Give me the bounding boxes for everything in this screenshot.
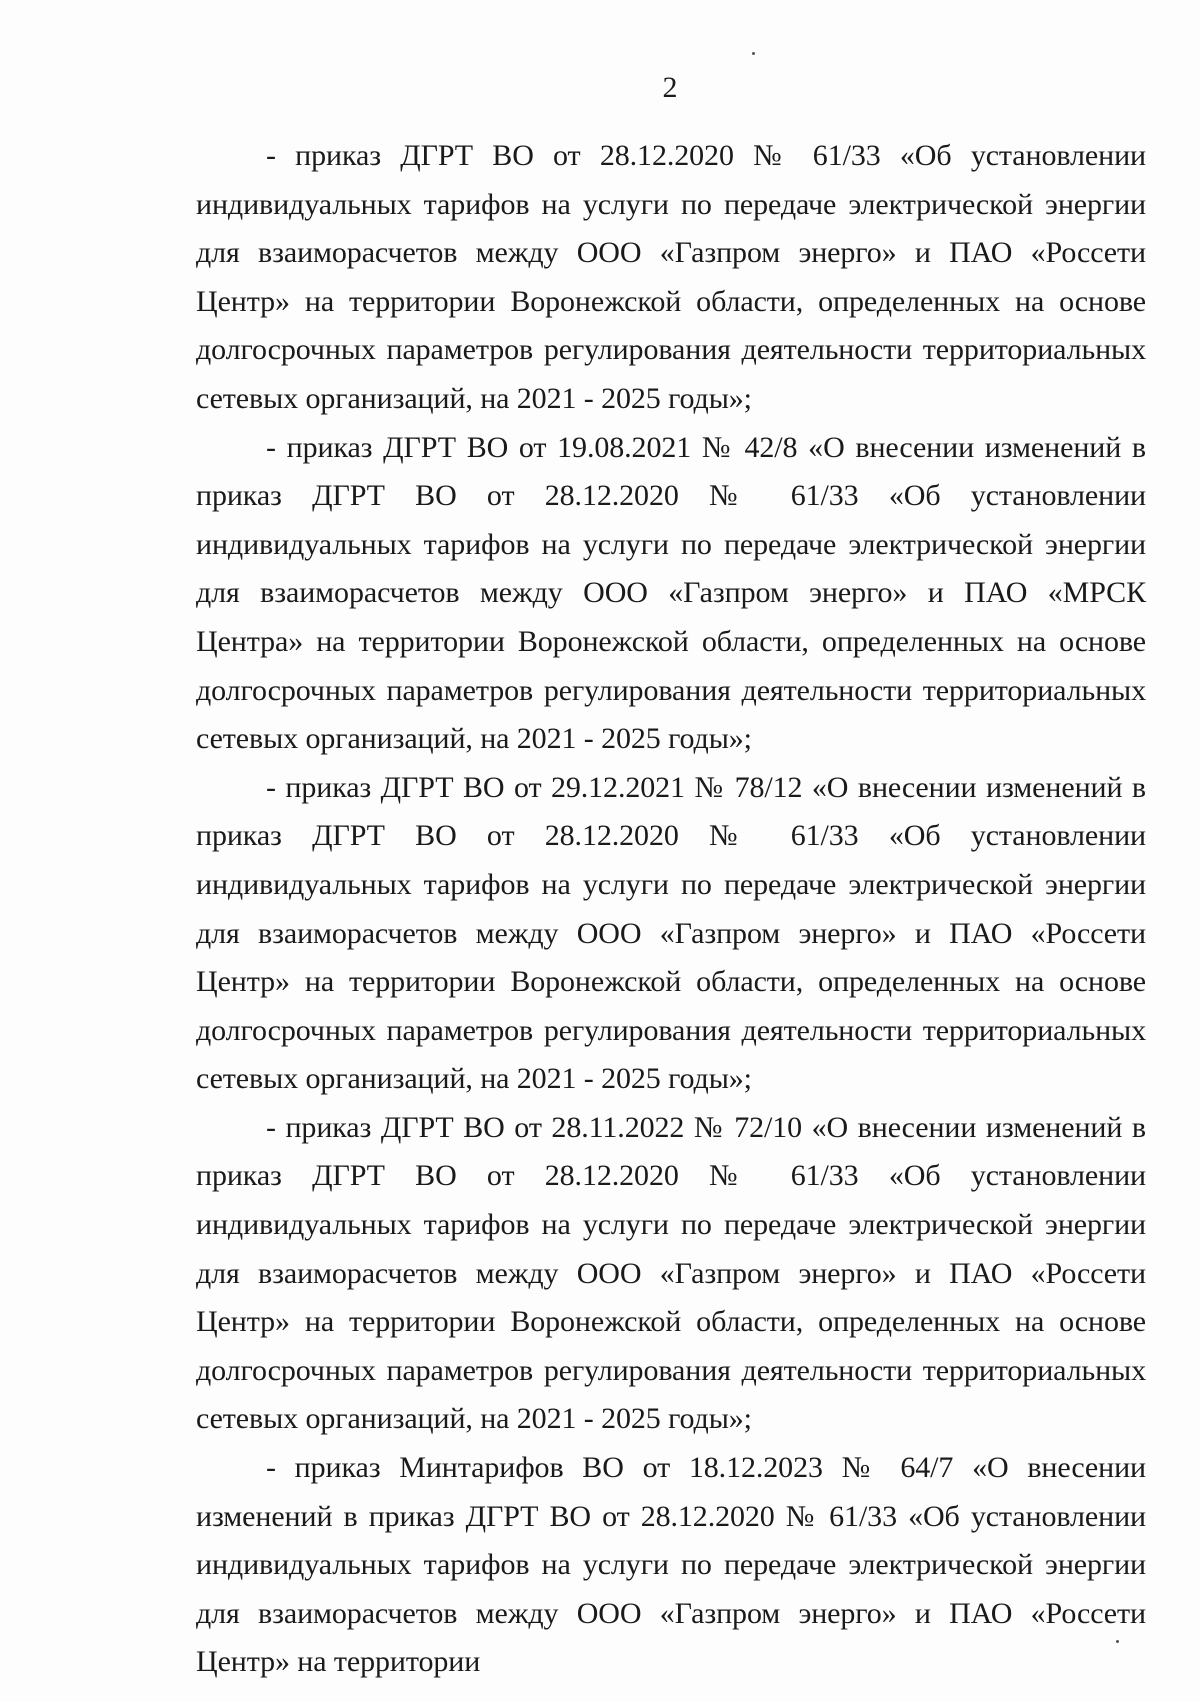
order-list-item: - приказ ДГРТ ВО от 28.12.2020 № 61/33 «Об установлении индивидуальных тарифов на услуги по передаче электрической энергии для взаиморасчетов между ООО «Газпром энерго» и ПАО «Россети Центр» на территории Воронежской области, определенных на основе долгосрочных параметров регулирования деятельности территориальных сетевых организаций, на 2021 - 2025 годы»; <box>196 139 1146 415</box>
order-list-item: - приказ ДГРТ ВО от 29.12.2021 № 78/12 «О внесении изменений в приказ ДГРТ ВО от 28.12.2020 № 61/33 «Об установлении индивидуальных тарифов на услуги по передаче электрической энергии для взаиморасчетов между ООО «Газпром энерго» и ПАО «Россети Центр» на территории Воронежской области, определенных на основе долгосрочных параметров регулирования деятельности территориальных сетевых организаций, на 2021 - 2025 годы»; <box>196 770 1146 1096</box>
scan-artifact-dot <box>752 52 755 55</box>
page-number: 2 <box>662 71 678 104</box>
scan-artifact-dot <box>1116 1640 1119 1643</box>
document-body <box>196 132 1146 1687</box>
order-list-item: - приказ ДГРТ ВО от 19.08.2021 № 42/8 «О внесении изменений в приказ ДГРТ ВО от 28.12.2020 № 61/33 «Об установлении индивидуальных тарифов на услуги по передаче электрической энергии для взаиморасчетов между ООО «Газпром энерго» и ПАО «МРСК Центра» на территории Воронежской области, определенных на основе долгосрочных параметров регулирования деятельности территориальных сетевых организаций, на 2021 - 2025 годы»; <box>196 430 1146 756</box>
order-list-item: - приказ Минтарифов ВО от 18.12.2023 № 64/7 «О внесении изменений в приказ ДГРТ ВО от 28.12.2020 № 61/33 «Об установлении индивидуальных тарифов на услуги по передаче электрической энергии для взаиморасчетов между ООО «Газпром энерго» и ПАО «Россети Центр» на территории <box>196 1451 1146 1679</box>
order-list-item: - приказ ДГРТ ВО от 28.11.2022 № 72/10 «О внесении изменений в приказ ДГРТ ВО от 28.12.2020 № 61/33 «Об установлении индивидуальных тарифов на услуги по передаче электрической энергии для взаиморасчетов между ООО «Газпром энерго» и ПАО «Россети Центр» на территории Воронежской области, определенных на основе долгосрочных параметров регулирования деятельности территориальных сетевых организаций, на 2021 - 2025 годы»; <box>196 1110 1146 1436</box>
